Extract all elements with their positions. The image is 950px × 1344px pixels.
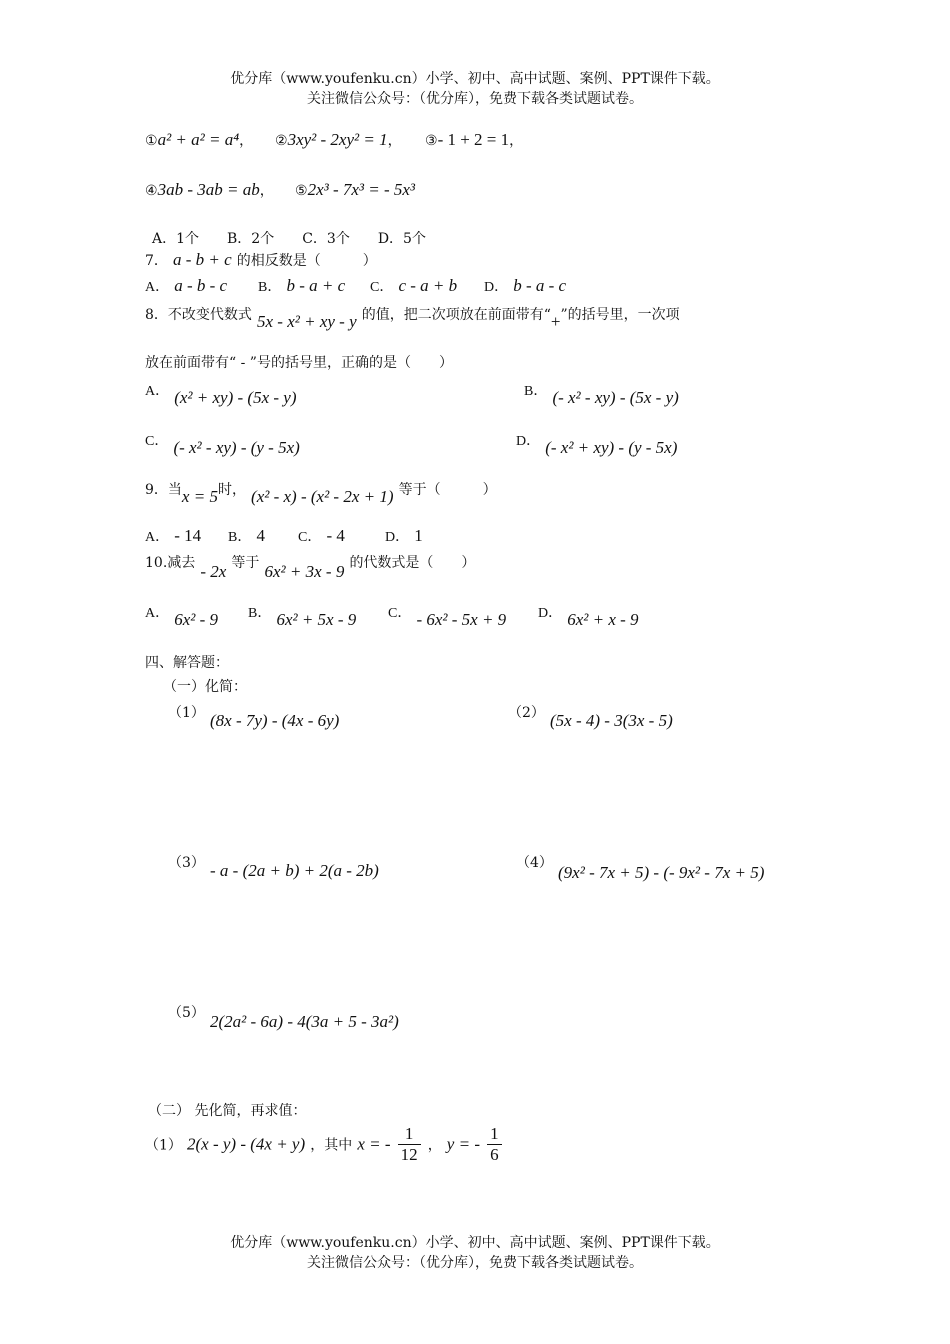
q6-mark-3: ③: [425, 133, 438, 149]
q6-expr-5: 2x³ - 7x³ = - 5x³: [307, 180, 416, 199]
page-footer-line2: 关注微信公众号：（优分库），免费下载各类试题试卷。: [307, 1255, 643, 1271]
q10-expr2: 6x² + 3x - 9: [264, 562, 345, 581]
section4-part1-title: （一）化简：: [163, 679, 247, 695]
simplify-problem-2: （2） (5x - 4) - 3(3x - 5): [508, 705, 673, 730]
q9-condition: x = 5: [181, 487, 218, 506]
page-header-line1: 优分库（www.youfenku.cn）小学、初中、高中试题、案例、PPT课件下载。: [230, 71, 720, 87]
q8-expr: 5x - x² + xy - y: [257, 312, 357, 331]
q8-option-b: B． (- x² - xy) - (5x - y): [524, 384, 679, 407]
q7-option-c: C． c - a + b: [370, 276, 458, 295]
q7-option-b: B． b - a + c: [258, 276, 346, 295]
q8-stem-line2: 放在前面带有“ - ”号的括号里，正确的是（ ）: [145, 355, 453, 371]
q6-expr-3: - 1 + 2 = 1: [437, 130, 510, 149]
q9-expr: (x² - x) - (x² - 2x + 1): [251, 487, 394, 506]
q6-options: A．1个 B．2个 C．3个 D．5个: [152, 231, 426, 247]
q9-option-c: C． - 4: [298, 526, 345, 545]
q6-mark-5: ⑤: [295, 183, 308, 199]
q6-item-3: ③- 1 + 2 = 1，: [425, 130, 524, 149]
q6-item-1: ①a² + a² = a⁴，: [145, 130, 254, 149]
evaluate-problem-1: （1） 2(x - y) - (4x + y) ，其中 x = - $\frac{1}{12}$ ， y = - $\frac{1}{6}$: [145, 1124, 504, 1165]
simplify-problem-5: （5） 2(2a² - 6a) - 4(3a + 5 - 3a²): [168, 1005, 399, 1031]
q7-option-a: A． a - b - c: [145, 276, 228, 295]
q10-expr1: - 2x: [200, 562, 227, 581]
q7-option-d: D． b - a - c: [484, 276, 567, 295]
q10-option-c: C． - 6x² - 5x + 9: [388, 606, 507, 629]
q6-item-4: ④3ab - 3ab = ab，: [145, 180, 274, 199]
q7-stem: 7． a - b + c 的相反数是（ ）: [145, 250, 377, 269]
q7-expr: a - b + c: [173, 250, 232, 269]
x-value-fraction: $\frac{1}{12}$: [398, 1124, 421, 1165]
q8-plus: +: [550, 312, 561, 331]
q10-option-b: B． 6x² + 5x - 9: [248, 606, 357, 629]
q6-mark-2: ②: [275, 133, 288, 149]
section4-part2-title: （二） 先化简，再求值：: [148, 1103, 307, 1119]
evaluate-expr: 2(x - y) - (4x + y): [187, 1134, 306, 1154]
q8-option-d: D． (- x² + xy) - (y - 5x): [516, 434, 678, 457]
simplify-problem-1: （1） (8x - 7y) - (4x - 6y): [168, 705, 340, 730]
q6-item-5: [295, 180, 415, 200]
q6-expr-2: 3xy² - 2xy² = 1: [287, 130, 388, 149]
q6-mark-4: ④: [145, 183, 158, 199]
q9-stem: 9．当x = 5时， (x² - x) - (x² - 2x + 1) 等于（ ）: [145, 482, 497, 506]
q6-expr-1: a² + a² = a⁴: [157, 130, 240, 149]
y-value-fraction: $\frac{1}{6}$: [487, 1124, 502, 1165]
q10-stem: 10.减去 - 2x 等于 6x² + 3x - 9 的代数式是（ ）: [145, 555, 476, 581]
q8-option-c: C． (- x² - xy) - (y - 5x): [145, 434, 300, 457]
q9-option-a: A． - 14: [145, 526, 202, 545]
simplify-problem-3: （3） - a - (2a + b) + 2(a - 2b): [168, 855, 379, 880]
section4-title: 四、解答题：: [145, 655, 229, 671]
q10-option-a: A． 6x² - 9: [145, 606, 219, 629]
q6-expr-4: 3ab - 3ab = ab: [157, 180, 260, 199]
q8-option-a: A． (x² + xy) - (5x - y): [145, 384, 297, 407]
simplify-problem-4: （4） (9x² - 7x + 5) - (- 9x² - 7x + 5): [516, 855, 765, 882]
q9-option-b: B． 4: [228, 526, 265, 545]
page-footer-line1: 优分库（www.youfenku.cn）小学、初中、高中试题、案例、PPT课件下载。: [230, 1235, 720, 1251]
q9-option-d: D． 1: [385, 526, 423, 545]
q6-mark-1: ①: [145, 133, 158, 149]
q6-item-2: ②3xy² - 2xy² = 1，: [275, 130, 402, 149]
page-header-line2: 关注微信公众号：（优分库），免费下载各类试题试卷。: [307, 91, 643, 107]
q10-option-d: D． 6x² + x - 9: [538, 606, 639, 629]
q8-stem: 8．不改变代数式 5x - x² + xy - y 的值，把二次项放在前面带有“+”的括号里，一次项: [145, 307, 680, 331]
